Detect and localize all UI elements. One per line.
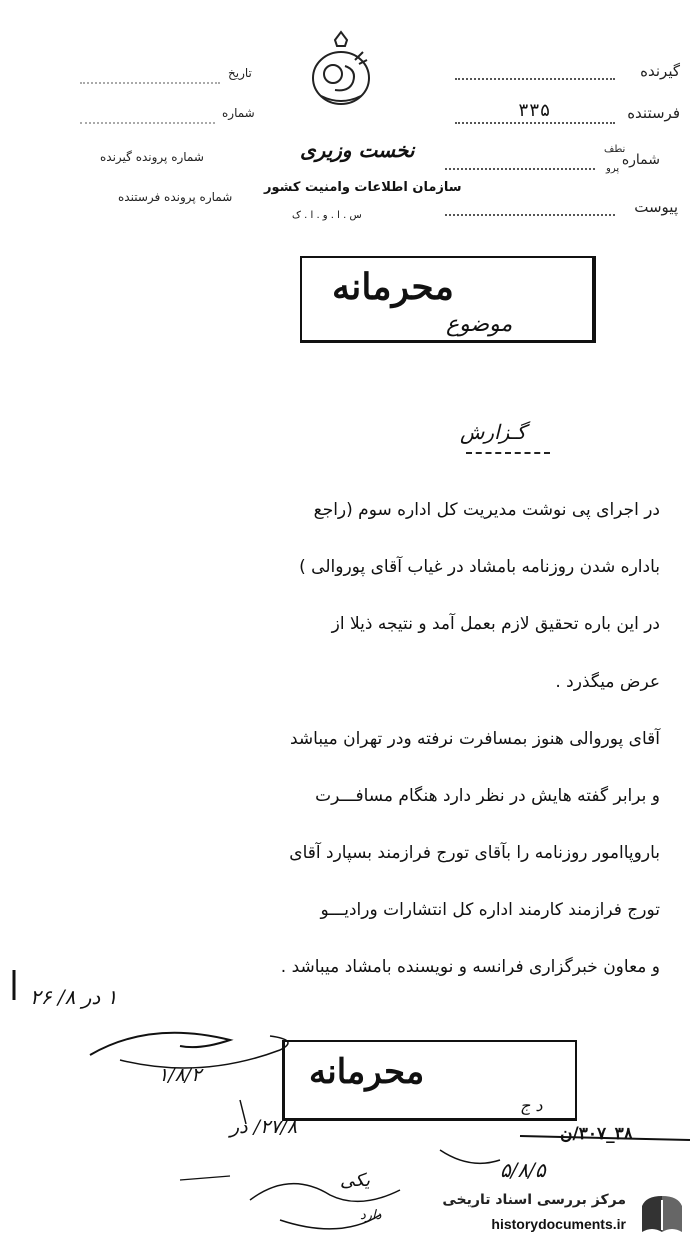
attachment-label: پیوست: [634, 198, 678, 216]
confidential-stamp-text: محرمانه: [332, 266, 454, 308]
handwritten-initials: دارد: [360, 1208, 382, 1223]
date-label: تاریخ: [228, 66, 252, 80]
sender-dotted-line: [455, 122, 615, 124]
handwritten-note-1: ۱ در ۸/ ۲۶: [30, 985, 118, 1009]
report-line-1: در اجرای پی نوشت مدیریت کل اداره سوم (راجع: [313, 500, 660, 520]
report-line-3: در این باره تحقیق لازم بعمل آمد و نتیجه ذیلا از: [331, 614, 660, 634]
report-line-2: باداره شدن روزنامه بامشاد در غیاب آقای پوروالی ): [299, 557, 660, 577]
book-logo-icon: [638, 1192, 686, 1238]
number-dotted-line: [80, 122, 215, 124]
file-number-sub-top: نطف: [604, 144, 626, 155]
file-number-right-label: شماره: [621, 152, 660, 168]
report-line-9: و معاون خبرگزاری فرانسه و نویسنده بامشاد میباشد .: [280, 957, 660, 977]
handwritten-note-3: ۲۷/۸/ در: [230, 1116, 298, 1138]
sender-label: فرستنده: [627, 104, 680, 122]
report-line-6: و برابر گفته هایش در نظر دارد هنگام مسافـــرت: [315, 786, 660, 806]
file-number-dotted-line: [445, 168, 595, 170]
org-title: نخست وزیری: [300, 138, 415, 162]
report-line-4: عرض میگذرد .: [555, 672, 660, 692]
reference-number: ۳۸_۳۰۷/ن: [560, 1124, 633, 1144]
sender-file-label: شماره پرونده فرستنده: [118, 190, 233, 204]
receiver-label: گیرنده: [640, 62, 680, 80]
sender-value: ۳۳۵: [518, 100, 551, 121]
report-line-7: باروپاامور روزنامه را بآقای تورج فرازمند بسپارد آقای: [289, 843, 660, 863]
watermark-url: historydocuments.ir: [491, 1216, 626, 1232]
report-title: گـزارش: [460, 420, 527, 444]
handwritten-stamp-note: د ج: [520, 1096, 543, 1115]
confidential-stamp-bottom-text: محرمانه: [309, 1052, 425, 1092]
report-line-5: آقای پوروالی هنوز بمسافرت نرفته ودر تهران میباشد: [289, 729, 660, 749]
date-dotted-line: [80, 82, 220, 84]
number-label: شماره: [222, 106, 255, 120]
file-number-sub-bottom: پرو: [606, 163, 620, 174]
watermark: [420, 1188, 692, 1242]
handwritten-note-2: ۱/۸/۲: [158, 1064, 202, 1086]
org-subtitle: سازمان اطلاعات وامنیت کشور: [264, 180, 462, 195]
handwritten-signature: یکی: [340, 1170, 370, 1191]
lion-sun-emblem: [305, 30, 377, 112]
watermark-title: مرکز بررسی اسناد تاریخی: [442, 1192, 626, 1208]
receiver-file-label: شماره پرونده گیرنده: [100, 150, 204, 164]
attachment-dotted-line: [445, 214, 615, 216]
handwritten-date-bottom: ۵/۸/۵: [500, 1158, 546, 1182]
report-title-underline: [466, 452, 550, 454]
receiver-dotted-line: [455, 78, 615, 80]
subject-label: موضوع: [446, 312, 513, 337]
report-line-8: تورج فرازمند کارمند اداره کل انتشارات ورادیـــو: [320, 900, 660, 920]
org-code: س . ا . و . ا . ک: [292, 210, 362, 221]
